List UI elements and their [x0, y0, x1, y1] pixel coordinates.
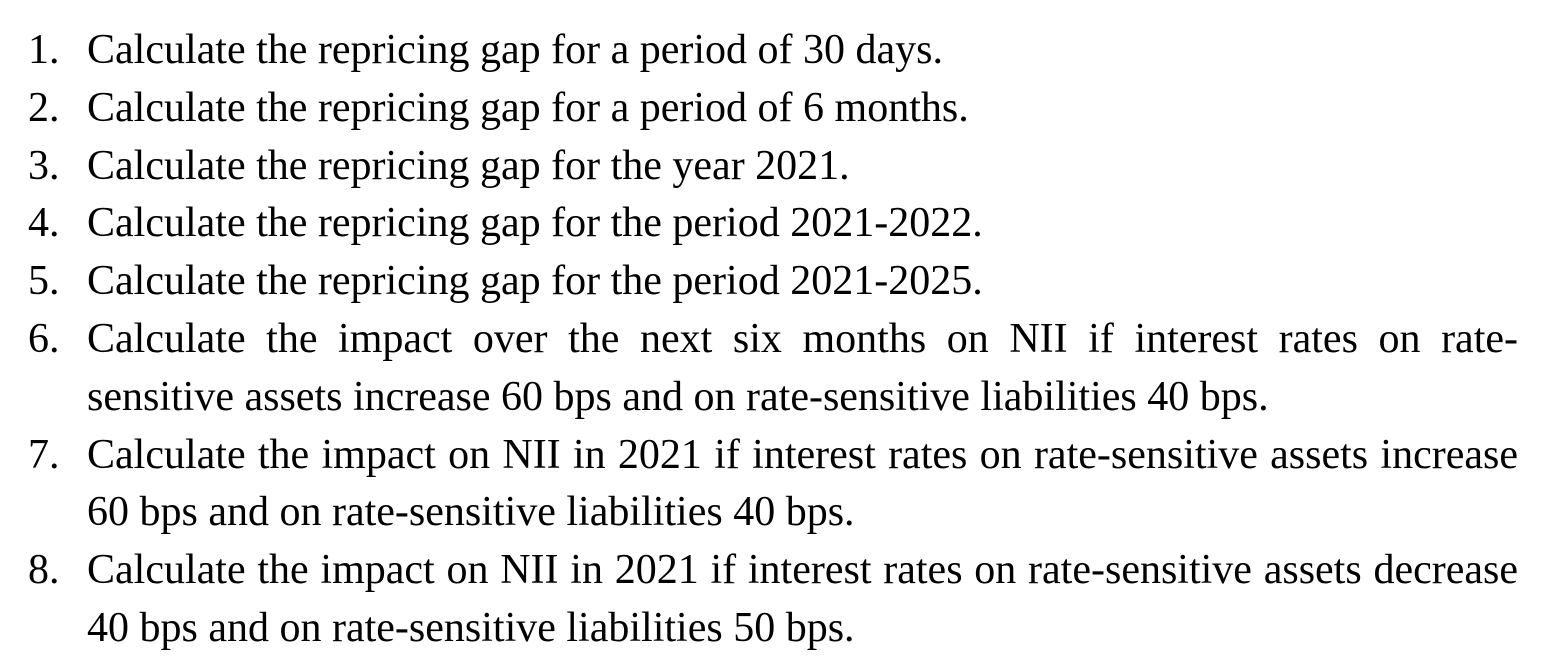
question-item-7 [28, 427, 1518, 543]
question-text: Calculate the impact over the next six months on NII if interest rates on rate-sensitive assets increase 60 bps and on rate-sensitive liabilities 40 bps. [87, 315, 1518, 420]
question-number: 4. [28, 200, 60, 247]
question-text: Calculate the impact on NII in 2021 if interest rates on rate-sensitive assets decrease 40 bps and on rate-sensitive liabilities 50 bps. [87, 547, 1518, 651]
question-list [28, 22, 1518, 658]
question-item-4 [28, 195, 1518, 253]
question-number: 6. [28, 315, 60, 362]
question-number: 8. [28, 547, 60, 594]
question-number: 3. [28, 142, 60, 189]
question-text: Calculate the repricing gap for the year 2021. [87, 142, 850, 189]
question-item-2 [28, 80, 1518, 138]
question-text: Calculate the impact on NII in 2021 if interest rates on rate-sensitive assets increase 60 bps and on rate-sensitive liabilities 40 bps. [87, 431, 1518, 536]
question-item-3 [28, 138, 1518, 196]
question-text: Calculate the repricing gap for a period of 6 months. [87, 84, 969, 131]
question-text: Calculate the repricing gap for the period 2021-2022. [87, 200, 983, 247]
question-item-5 [28, 253, 1518, 311]
question-text: Calculate the repricing gap for the period 2021-2025. [87, 258, 983, 305]
question-number: 1. [28, 27, 60, 73]
question-item-6 [28, 311, 1518, 427]
question-number: 5. [28, 258, 60, 305]
question-text: Calculate the repricing gap for a period of 30 days. [87, 27, 944, 73]
question-item-1 [28, 22, 1518, 80]
question-number: 2. [28, 84, 60, 131]
question-number: 7. [28, 431, 60, 478]
question-item-8 [28, 542, 1518, 658]
